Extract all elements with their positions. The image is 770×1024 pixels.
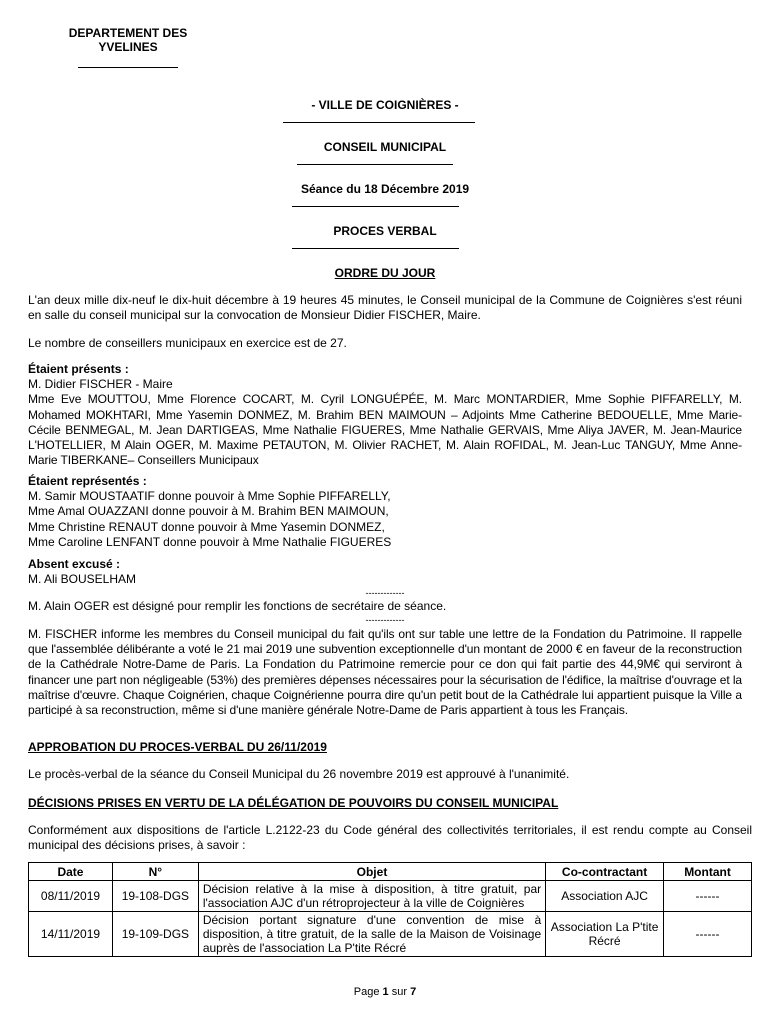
department-underline (78, 67, 178, 68)
ville-underline (283, 122, 475, 123)
department-line-2: YVELINES (98, 40, 158, 54)
representes-section (28, 474, 742, 550)
representes-line: M. Samir MOUSTAATIF donne pouvoir à Mme Sophie PIFFARELLY, (28, 489, 391, 504)
column-header-montant: Montant (664, 863, 752, 881)
presents-list: Mme Eve MOUTTOU, Mme Florence COCART, M. Cyril LONGUÉPÉE, M. Marc MONTARDIER, Mme Sophie PIFFARELLY, M. Mohamed MOKHTARI, Mme Yasemin DONMEZ, M. Brahim BEN MAIMOUN – Adjoints Mme Catherine BEDOUELLE, Mme Marie-Cécile BENMEGAL, M. Jean DARTIGEAS, Mme Nathalie FIGUERES, Mme Nathalie GERVAIS, Mme Aliya JAVER, M. Jean-Maurice L'HOTELLIER, M Alain OGER, M. Maxime PETAUTON, M. Olivier RACHET, M. Alain ROFIDAL, M. Jean-Luc TANGUY, Mme Anne-Marie TIBERKANE– Conseillers Municipaux (28, 392, 742, 468)
column-header-objet: Objet (198, 863, 545, 881)
representes-line: Mme Amal OUAZZANI donne pouvoir à M. Brahim BEN MAIMOUN, (28, 504, 389, 519)
cell-numero: 19-108-DGS (112, 881, 198, 912)
cell-date: 14/11/2019 (29, 912, 113, 957)
cell-objet: Décision relative à la mise à disposition, à titre gratuit, par l'association AJC d'un rétroprojecteur à la ville de Coignières (198, 881, 545, 912)
page-total: 7 (410, 986, 417, 998)
cell-numero: 19-109-DGS (112, 912, 198, 957)
table-header-row (29, 863, 752, 881)
representes-line: Mme Christine RENAUT donne pouvoir à Mme Yasemin DONMEZ, (28, 519, 385, 534)
table-row (29, 881, 752, 912)
absent-heading: Absent excusé : (28, 557, 121, 571)
department-header (28, 26, 228, 54)
secretaire-paragraph: M. Alain OGER est désigné pour remplir les fonctions de secrétaire de séance. (28, 599, 447, 613)
department-line-1: DEPARTEMENT DES (68, 26, 188, 40)
conseillers-count: Le nombre de conseillers municipaux en exercice est de 27. (28, 336, 347, 350)
table-row (29, 912, 752, 957)
seance-underline (292, 206, 459, 207)
seance-title: Séance du 18 Décembre 2019 (300, 182, 470, 196)
column-header-cocontractant: Co-contractant (546, 863, 664, 881)
absent-section (28, 557, 742, 587)
conseil-title: CONSEIL MUNICIPAL (323, 140, 447, 154)
ville-title: - VILLE DE COIGNIÈRES - (311, 98, 459, 112)
proces-underline (292, 248, 459, 249)
page-prefix: Page (353, 986, 380, 998)
fondation-paragraph: M. FISCHER informe les membres du Conseil municipal du fait qu'ils ont sur table une lettre de la Fondation du Patrimoine. Il rappelle que l'assemblée délibérante a voté le 21 mai 2019 une subvention exceptionnelle d'un montant de 2000 € en faveur de la reconstruction de la Cathédrale Notre-Dame de Paris. La Fondation du Patrimoine remercie pour ce don qui fait partie des 44,9M€ qui serviront à financer une part non négligeable (53%) des premières dépenses nécessaires pour la sécurisation de l'édifice, la maîtrise d'ouvrage et la maîtrise d'œuvre. Chaque Coignérien, chaque Coignérienne pourra dire qu'un petit bout de la Cathédrale lui appartient puisque la Ville a participé à sa reconstruction, même si d'une manière générale Notre-Dame de Paris appartient à tous les Français. (28, 627, 742, 718)
column-header-numero: N° (112, 863, 198, 881)
cell-objet: Décision portant signature d'une convention de mise à disposition, à titre gratuit, de la salle de la Maison de Voisinage auprès de l'association La P'tite Récré (198, 912, 545, 957)
representes-line: Mme Caroline LENFANT donne pouvoir à Mme Nathalie FIGUERES (28, 534, 392, 549)
cell-cocontractant: Association AJC (546, 881, 664, 912)
separator-1: ------------- (365, 588, 405, 598)
intro-paragraph: L'an deux mille dix-neuf le dix-huit décembre à 19 heures 45 minutes, le Conseil municipal de la Commune de Coignières s'est réuni en salle du conseil municipal sur la convocation de Monsieur Didier FISCHER, Maire. (28, 293, 742, 323)
page-sep: sur (391, 986, 408, 998)
conseil-underline (297, 164, 453, 165)
ordre-du-jour-title: ORDRE DU JOUR (334, 266, 436, 280)
decisions-text: Conformément aux dispositions de l'article L.2122-23 du Code général des collectivités territoriales, il est rendu compte au Conseil municipal des décisions prises, à savoir : (28, 823, 752, 853)
proces-verbal-title: PROCES VERBAL (333, 224, 437, 238)
approbation-text: Le procès-verbal de la séance du Conseil Municipal du 26 novembre 2019 est approuvé à l'unanimité. (28, 767, 570, 781)
presents-heading: Étaient présents : (28, 362, 129, 376)
cell-montant: ------ (664, 881, 752, 912)
absent-name: M. Ali BOUSELHAM (28, 572, 137, 587)
cell-montant: ------ (664, 912, 752, 957)
representes-heading: Étaient représentés : (28, 474, 147, 488)
column-header-date: Date (29, 863, 113, 881)
page-footer (0, 986, 770, 998)
decisions-heading: DÉCISIONS PRISES EN VERTU DE LA DÉLÉGATION DE POUVOIRS DU CONSEIL MUNICIPAL (28, 796, 559, 810)
cell-date: 08/11/2019 (29, 881, 113, 912)
presents-maire: M. Didier FISCHER - Maire (28, 377, 173, 392)
cell-cocontractant: Association La P'tite Récré (546, 912, 664, 957)
presents-section (28, 362, 742, 468)
approbation-heading: APPROBATION DU PROCES-VERBAL DU 26/11/2019 (28, 740, 327, 754)
decisions-table (28, 862, 752, 957)
page-current: 1 (382, 986, 389, 998)
separator-2: ------------- (365, 615, 405, 625)
